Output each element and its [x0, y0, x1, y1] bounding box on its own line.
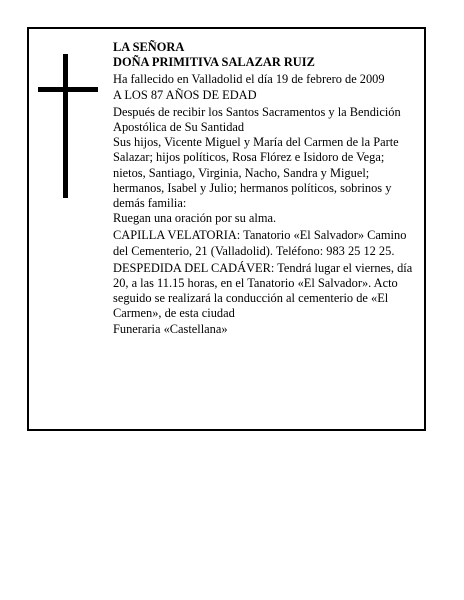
prayer-request: Ruegan una oración por su alma.: [113, 211, 277, 226]
age-statement: A LOS 87 AÑOS DE EDAD: [113, 87, 257, 102]
funeral-home: Funeraria «Castellana»: [113, 321, 228, 336]
sacraments-statement: Después de recibir los Santos Sacramentos y la Bendición Apostólica de Su Santidad: [113, 104, 401, 135]
farewell-info: DESPEDIDA DEL CADÁVER: Tendrá lugar el viernes, día 20, a las 11.15 horas, en el Tanatorio «El Salvador». Acto seguido se realizará la conducción al cementerio de «El Carmen», de esta ciudad: [113, 260, 413, 321]
title-line: LA SEÑORA: [113, 40, 185, 54]
death-statement: Ha fallecido en Valladolid el día 19 de febrero de 2009: [113, 72, 385, 87]
chapel-info: CAPILLA VELATORIA: Tanatorio «El Salvador» Camino del Cementerio, 21 (Valladolid). Teléfono: 983 25 12 25.: [113, 228, 407, 258]
deceased-name: DOÑA PRIMITIVA SALAZAR RUIZ: [113, 55, 315, 70]
cross-icon: [38, 54, 98, 198]
cross-vertical-bar: [63, 54, 68, 198]
family-statement: Sus hijos, Vicente Miguel y María del Carmen de la Parte Salazar; hijos políticos, Rosa Flórez e Isidoro de Vega; nietos, Santiago, Virginia, Nacho, Sandra y Miguel; hermanos, Isabel y Julio; hermanos políticos, sobrinos y demás familia:: [113, 135, 399, 211]
cross-horizontal-bar: [38, 87, 98, 92]
obituary-text: [113, 40, 415, 337]
